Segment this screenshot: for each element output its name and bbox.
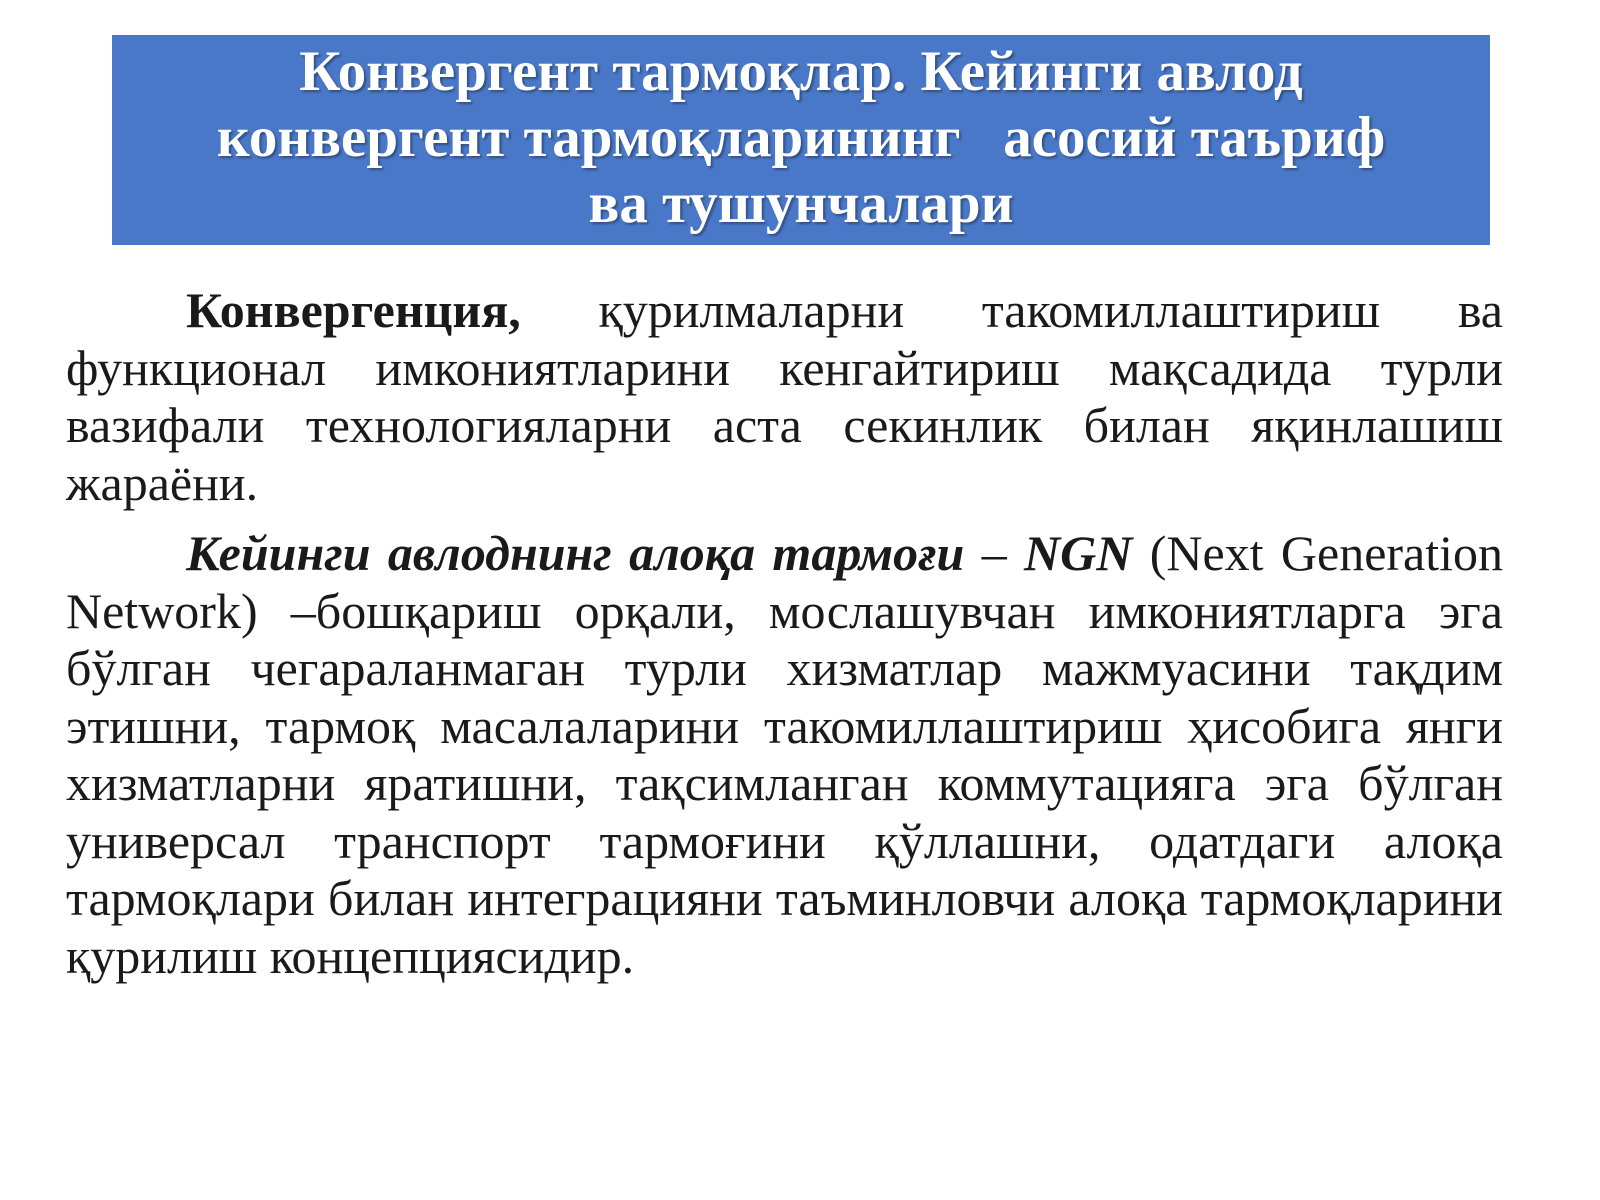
paragraph-ngn: [66, 525, 1503, 985]
paragraph-convergence: [66, 282, 1503, 512]
definition-convergence: қурилмаларни такомиллаштириш ва функционал имкониятларини кенгайтириш мақсадида турли вазифали технологияларни аста секинлик билан яқинлашиш жараёни.: [66, 282, 1503, 511]
term-ngn: Кейинги авлоднинг алоқа тармоғи: [186, 525, 965, 581]
title-line-1: Конвергент тармоқлар. Кейинги авлод: [299, 40, 1303, 103]
term-convergence: Конвергенция,: [186, 282, 521, 338]
title-line-3: ва тушунчалари: [588, 172, 1014, 235]
definition-ngn: (Next Generation Network) –бошқариш орқали, мослашувчан имкониятларга эга бўлган чегараланмаган турли хизматлар мажмуасини тақдим этишни, тармоқ масалаларини такомиллаштириш ҳисобига янги хизматларни яратишни, тақсимланган коммутацияга эга бўлган универсал транспорт тармоғини қўллашни, одатдаги алоқа тармоқлари билан интеграцияни таъминловчи алоқа тармоқларини қурилиш концепциясидир.: [66, 525, 1504, 984]
body-text: [66, 282, 1503, 985]
title-banner: [112, 35, 1490, 245]
abbr-ngn: NGN: [1024, 525, 1133, 581]
term-dash: –: [964, 525, 1025, 581]
title-line-2: конвергент тармоқларининг асосий таъриф: [216, 106, 1386, 169]
